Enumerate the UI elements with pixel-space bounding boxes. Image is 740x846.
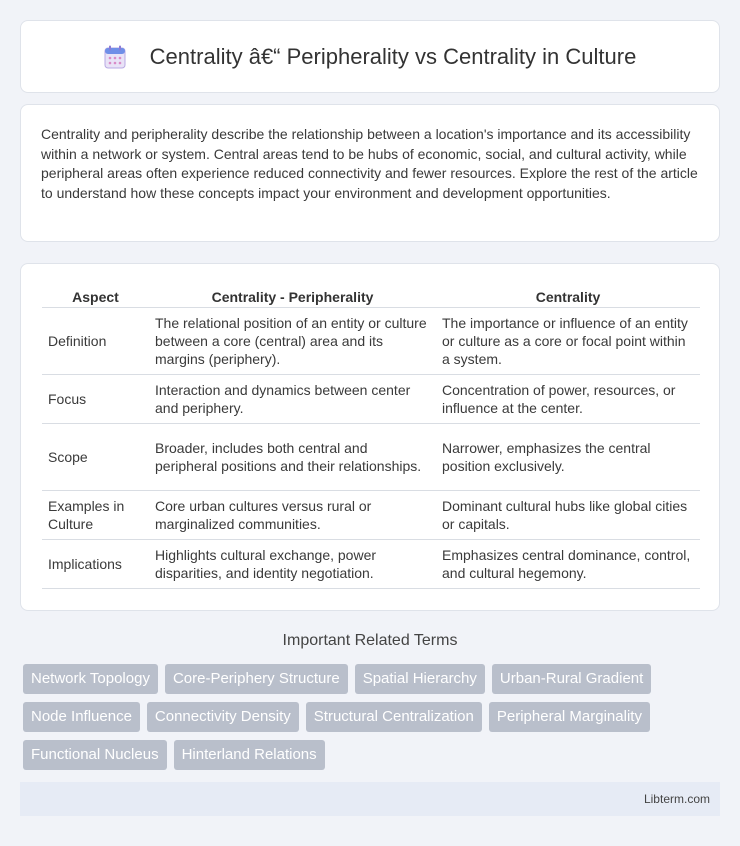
related-terms-title: Important Related Terms: [282, 632, 458, 649]
header-centrality: Centrality: [436, 284, 700, 308]
related-term-tag[interactable]: Peripheral Marginality: [489, 702, 650, 732]
row-centrality: Emphasizes central dominance, control, and cultural hegemony.: [436, 540, 700, 589]
row-centrality: Dominant cultural hubs like global cities or capitals.: [436, 491, 700, 540]
calendar-icon: [104, 45, 126, 69]
row-aspect: Definition: [42, 308, 149, 375]
title-card: [20, 20, 720, 93]
table-row: [42, 308, 700, 375]
related-term-tag[interactable]: Urban-Rural Gradient: [492, 664, 651, 694]
comparison-table-card: [20, 263, 720, 611]
intro-card: [20, 104, 720, 242]
table-row: [42, 491, 700, 540]
row-aspect: Implications: [42, 540, 149, 589]
row-centrality-peripherality: Highlights cultural exchange, power disparities, and identity negotiation.: [149, 540, 436, 589]
row-centrality: Concentration of power, resources, or influence at the center.: [436, 375, 700, 424]
related-term-tag[interactable]: Node Influence: [23, 702, 140, 732]
comparison-table: [42, 284, 700, 589]
intro-paragraph: Centrality and peripherality describe the relationship between a location's importance and its accessibility within a network or system. Central areas tend to be hubs of economic, social, and cultural activity, while peripheral areas often experience reduced connectivity and fewer resources. Explore the rest of the article to understand how these concepts impact your environment and development opportunities.: [41, 126, 698, 201]
related-terms-list: [23, 664, 703, 770]
table-header-row: [42, 284, 700, 308]
related-term-tag[interactable]: Spatial Hierarchy: [355, 664, 485, 694]
related-term-tag[interactable]: Network Topology: [23, 664, 158, 694]
table-row: [42, 540, 700, 589]
row-aspect: Examples in Culture: [42, 491, 149, 540]
header-centrality-peripherality: Centrality - Peripherality: [149, 284, 436, 308]
row-centrality: Narrower, emphasizes the central position exclusively.: [436, 424, 700, 491]
related-term-tag[interactable]: Connectivity Density: [147, 702, 299, 732]
page-title: Centrality â€“ Peripherality vs Centrality in Culture: [149, 43, 637, 69]
related-term-tag[interactable]: Functional Nucleus: [23, 740, 167, 770]
table-row: [42, 375, 700, 424]
row-centrality-peripherality: Interaction and dynamics between center and periphery.: [149, 375, 436, 424]
row-aspect: Focus: [42, 375, 149, 424]
table-row: [42, 424, 700, 491]
related-term-tag[interactable]: Core-Periphery Structure: [165, 664, 348, 694]
footer-brand-link[interactable]: Libterm.com: [643, 792, 710, 806]
footer: [20, 782, 720, 816]
row-centrality-peripherality: Broader, includes both central and peripheral positions and their relationships.: [149, 424, 436, 491]
row-aspect: Scope: [42, 424, 149, 491]
related-term-tag[interactable]: Structural Centralization: [306, 702, 482, 732]
row-centrality: The importance or influence of an entity or culture as a core or focal point within a system.: [436, 308, 700, 375]
related-term-tag[interactable]: Hinterland Relations: [174, 740, 325, 770]
row-centrality-peripherality: Core urban cultures versus rural or marginalized communities.: [149, 491, 436, 540]
header-aspect: Aspect: [42, 284, 149, 308]
row-centrality-peripherality: The relational position of an entity or culture between a core (central) area and its margins (periphery).: [149, 308, 436, 375]
